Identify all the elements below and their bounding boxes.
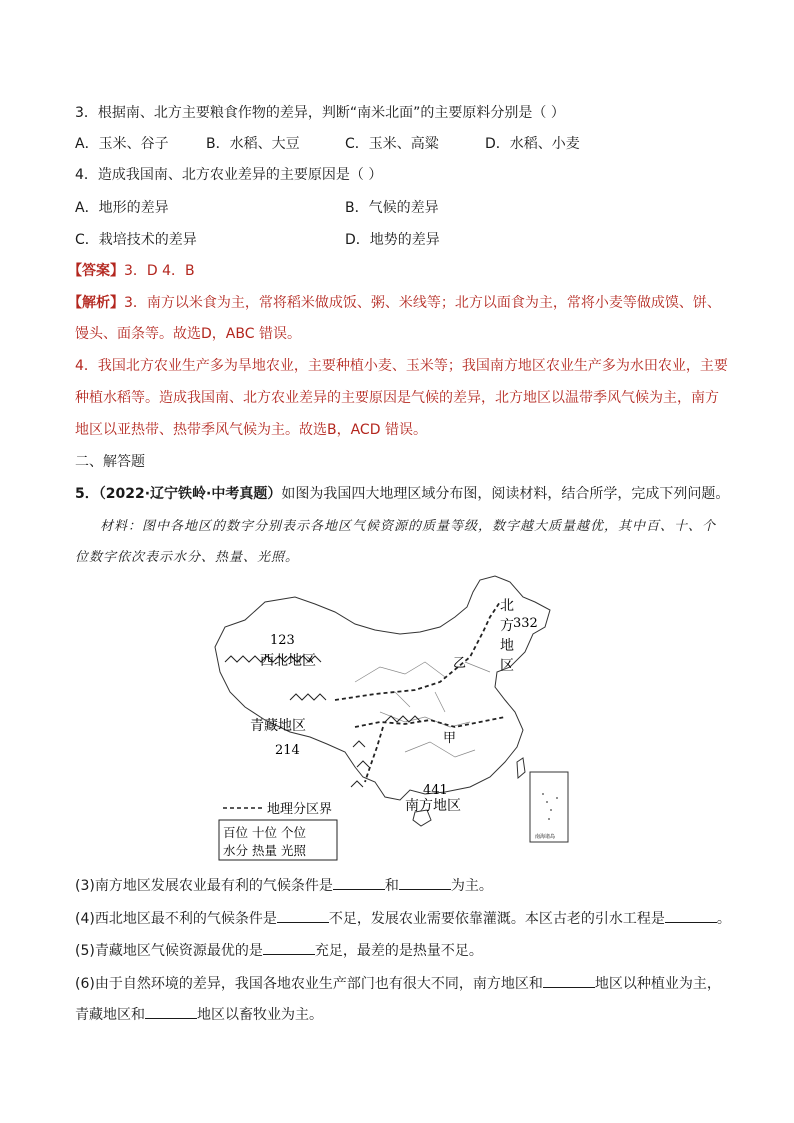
analysis-tag: 【解析】 [68,295,124,311]
north-char-1: 北 [500,598,514,614]
analysis-line-4: 种植水稻等。造成我国南、北方农业差异的主要原因是气候的差异，北方地区以温带季风气候为主，南方 [75,390,719,406]
sub-question-3 [75,875,493,896]
north-char-4: 区 [500,658,514,674]
south-name: 南方地区 [405,798,461,814]
answer-text: 3．D 4．B [124,263,195,279]
q5-stem-text: 如图为我国四大地理区域分布图，阅读材料，结合所学，完成下列问题。 [281,486,730,502]
sub4-blank-1[interactable] [277,908,329,923]
sub-question-4 [75,908,731,929]
sub-question-6-line-2 [75,1004,323,1025]
sub4-blank-2[interactable] [665,908,717,923]
sub4-text-3: 。 [716,911,731,927]
sub6-blank-2[interactable] [145,1004,197,1019]
northwest-name: 西北地区 [260,653,316,669]
sub5-text-1: (5)青藏地区气候资源最优的是 [75,943,263,959]
q4-option-a: A．地形的差异 [75,200,169,216]
q3-option-c: C．玉米、高粱 [345,136,439,152]
q4-stem: 4．造成我国南、北方农业差异的主要原因是（ ） [75,167,383,183]
south-code: 441 [423,783,448,798]
sub6-text-2: 地区以种植业为主， [594,976,721,992]
analysis-line-1 [68,293,721,313]
north-char-2: 方 [500,618,514,634]
sub3-text-3: 为主。 [450,878,493,894]
q4-option-b: B．气候的差异 [345,200,439,216]
legend-boundary-label: 地理分区界 [267,802,333,817]
sub-question-5 [75,940,483,961]
q5-material-1: 材料：图中各地区的数字分别表示各地区气候资源的质量等级，数字越大质量越优，其中百、十、个 [100,519,717,534]
taiwan-island [517,758,525,778]
mountain-range-qilian [290,694,326,700]
sub4-text-2: 不足，发展农业需要依靠灌溉。本区古老的引水工程是 [328,911,665,927]
northwest-code: 123 [270,633,295,648]
north-code: 332 [513,616,538,631]
sub6-text-3: 青藏地区和 [75,1007,145,1023]
sub4-text-1: (4)西北地区最不利的气候条件是 [75,911,277,927]
answer-tag: 【答案】 [68,263,124,279]
sub6-text-1: (6)由于自然环境的差异，我国各地农业生产部门也有很大不同，南方地区和 [75,976,543,992]
sub-question-6-line-1 [75,973,721,994]
boundary-northwest [335,602,500,700]
legend-row-2: 水分 热量 光照 [223,843,306,858]
label-jia: 甲 [443,731,457,746]
analysis-line-2: 馒头、面条等。故选D，ABC 错误。 [75,326,301,342]
analysis-line-5: 地区以亚热带、热带季风气候为主。故选B，ACD 错误。 [75,422,427,438]
china-regions-map [205,572,585,862]
south-china-sea-inset [530,772,568,842]
inset-label: 南海诸岛 [535,834,556,840]
q3-option-d: D．水稻、小麦 [485,136,580,152]
qinghai-tibet-code: 214 [275,743,300,758]
q4-option-d: D．地势的差异 [345,232,440,248]
sub6-text-4: 地区以畜牧业为主。 [197,1007,323,1023]
q5-material-2: 位数字依次表示水分、热量、光照。 [75,550,300,565]
answer-line [68,261,195,281]
label-yi: 乙 [453,656,467,671]
north-char-3: 地 [500,638,514,654]
mountain-range-hengduan [351,741,369,787]
sub5-text-2: 充足，最差的是热量不足。 [314,943,483,959]
q3-stem: 3．根据南、北方主要粮食作物的差异，判断“南米北面”的主要原料分别是（ ） [75,105,565,121]
boundary-north-south [355,717,505,727]
qinghai-tibet-name: 青藏地区 [250,718,306,734]
sub6-blank-1[interactable] [543,973,595,988]
section-heading: 二、解答题 [75,454,145,470]
sub3-text-2: 和 [384,878,399,894]
analysis-text-1: 3．南方以米食为主，常将稻米做成饭、粥、米线等；北方以面食为主，常将小麦等做成馍、饼、 [124,295,721,311]
analysis-line-3: 4．我国北方农业生产多为旱地农业，主要种植小麦、玉米等；我国南方地区农业生产多为水田农业，主要 [75,358,728,374]
sub3-text-1: (3)南方地区发展农业最有利的气候条件是 [75,878,333,894]
boundary-qinghai-tibet [365,727,383,782]
q3-option-a: A．玉米、谷子 [75,136,169,152]
q5-source: 5．（2022·辽宁铁岭·中考真题） [75,486,282,502]
sub3-blank-2[interactable] [399,875,451,890]
legend-row-1: 百位 十位 个位 [223,825,306,840]
q4-option-c: C．栽培技术的差异 [75,232,197,248]
sub5-blank-1[interactable] [263,940,315,955]
q3-option-b: B．水稻、大豆 [206,136,300,152]
q5-stem [75,484,729,504]
sub3-blank-1[interactable] [333,875,385,890]
